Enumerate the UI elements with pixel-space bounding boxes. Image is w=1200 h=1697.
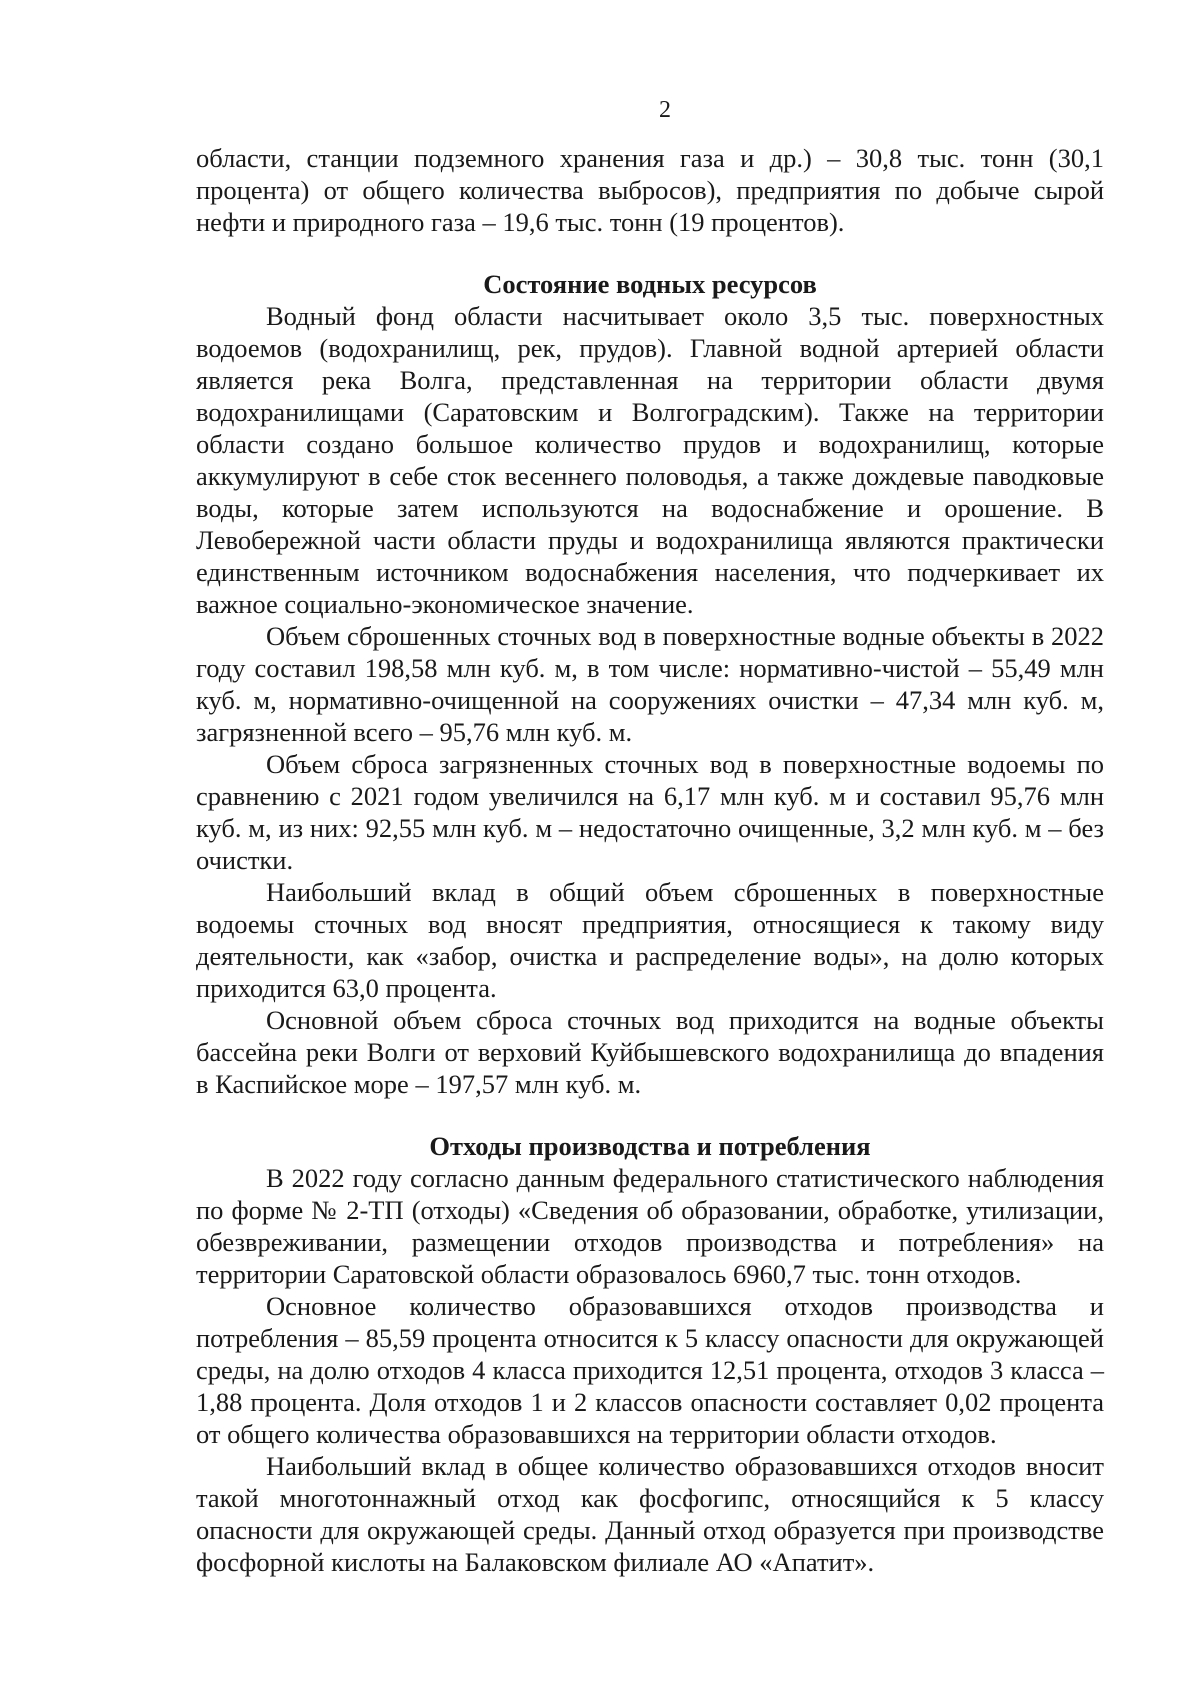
section-heading-waste: Отходы производства и потребления: [429, 1131, 871, 1161]
page-number: 2: [659, 97, 671, 123]
water-paragraph-4: Наибольший вклад в общий объем сброшенных в поверхностные водоемы сточных вод вносят предприятия, относящиеся к такому виду деятельности, как «забор, очистка и распределение воды», на долю которых приходится 63,0 процента.: [196, 877, 1104, 1003]
document-page: [196, 96, 1104, 1578]
water-paragraph-5: Основной объем сброса сточных вод приходится на водные объекты бассейна реки Волги от верховий Куйбышевского водохранилища до впадения в Каспийское море – 197,57 млн куб. м.: [196, 1005, 1104, 1099]
waste-paragraph-1: В 2022 году согласно данным федерального статистического наблюдения по форме № 2-ТП (отходы) «Сведения об образовании, обработке, утилизации, обезвреживании, размещении отходов производства и потребления» на территории Саратовской области образовалось 6960,7 тыс. тонн отходов.: [196, 1163, 1104, 1289]
section-heading-water: Состояние водных ресурсов: [483, 269, 817, 299]
water-paragraph-1: Водный фонд области насчитывает около 3,5 тыс. поверхностных водоемов (водохранилищ, рек, прудов). Главной водной артерией области является река Волга, представленная на территории области двумя водохранилищами (Саратовским и Волгоградским). Также на территории области создано большое количество прудов и водохранилищ, которые аккумулируют в себе сток весеннего половодья, а также дождевые паводковые воды, которые затем используются на водоснабжение и орошение. В Левобережной части области пруды и водохранилища являются практически единственным источником водоснабжения населения, что подчеркивает их важное социально-экономическое значение.: [196, 301, 1104, 619]
section-spacer: [196, 238, 1104, 268]
water-paragraph-3: Объем сброса загрязненных сточных вод в поверхностные водоемы по сравнению с 2021 годом увеличился на 6,17 млн куб. м и составил 95,76 млн куб. м, из них: 92,55 млн куб. м – недостаточно очищенные, 3,2 млн куб. м – без очистки.: [196, 749, 1104, 875]
water-paragraph-2: Объем сброшенных сточных вод в поверхностные водные объекты в 2022 году составил 198,58 млн куб. м, в том числе: нормативно-чистой – 55,49 млн куб. м, нормативно-очищенной на сооружениях очистки – 47,34 млн куб. м, загрязненной всего – 95,76 млн куб. м.: [196, 621, 1104, 747]
waste-paragraph-2: Основное количество образовавшихся отходов производства и потребления – 85,59 процента относится к 5 классу опасности для окружающей среды, на долю отходов 4 класса приходится 12,51 процента, отходов 3 класса – 1,88 процента. Доля отходов 1 и 2 классов опасности составляет 0,02 процента от общего количества образовавшихся на территории области отходов.: [196, 1291, 1104, 1449]
waste-paragraph-3: Наибольший вклад в общее количество образовавшихся отходов вносит такой многотоннажный отход как фосфогипс, относящийся к 5 классу опасности для окружающей среды. Данный отход образуется при производстве фосфорной кислоты на Балаковском филиале АО «Апатит».: [196, 1451, 1104, 1577]
section-spacer: [196, 1100, 1104, 1130]
intro-paragraph: области, станции подземного хранения газа и др.) – 30,8 тыс. тонн (30,1 процента) от общего количества выбросов), предприятия по добыче сырой нефти и природного газа – 19,6 тыс. тонн (19 процентов).: [196, 143, 1104, 237]
